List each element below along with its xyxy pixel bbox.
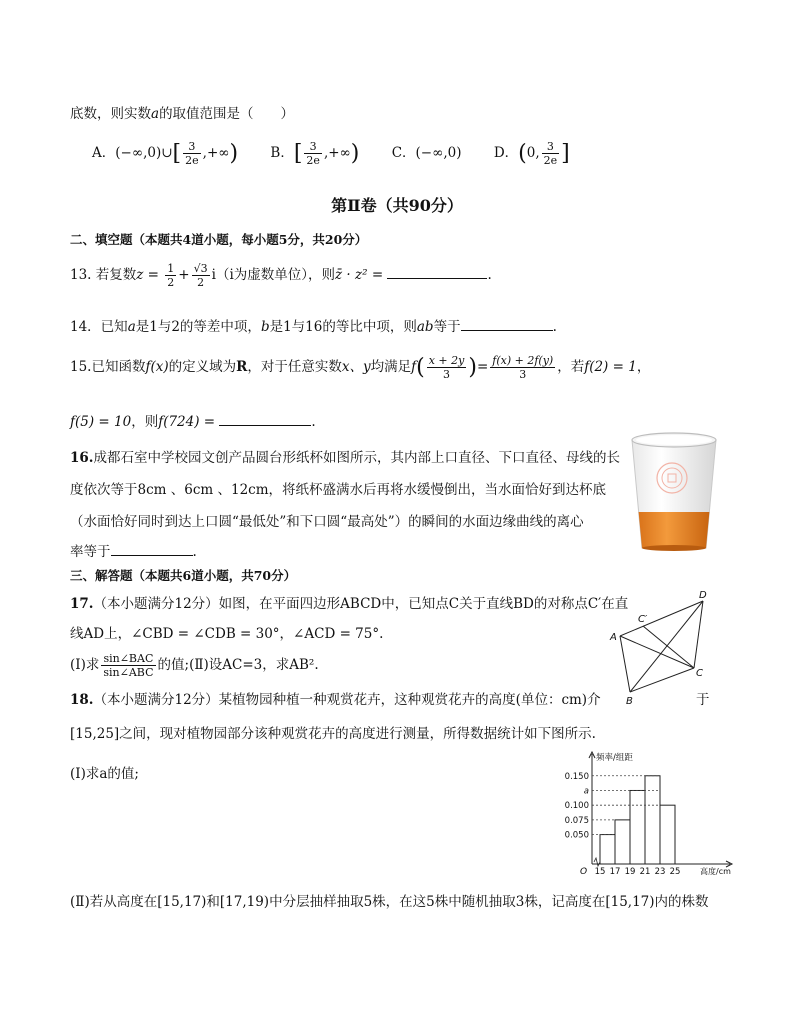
- histogram-bar: [600, 835, 615, 864]
- q13-z: z: [136, 267, 144, 283]
- q13: [70, 262, 492, 289]
- q18-line1-end: 于: [696, 692, 710, 708]
- q14-a: a: [127, 319, 136, 335]
- frac-num: 3: [542, 140, 560, 154]
- q16-number: 16.: [70, 450, 94, 466]
- q13-prefix: 13. 若复数: [70, 267, 137, 283]
- label-D: D: [699, 590, 707, 601]
- q15-R: R: [236, 359, 248, 375]
- q12-stem-end: 的取值范围是（ ）: [159, 106, 295, 122]
- q13-end: .: [487, 267, 492, 283]
- x-tick-label: 19: [624, 867, 636, 877]
- x-tick-label: 23: [654, 867, 666, 877]
- frac-den: 3: [443, 368, 451, 381]
- q13-eq: =: [143, 267, 164, 283]
- q12-stem-text: 底数，则实数: [70, 106, 151, 122]
- frac-num: 1: [167, 262, 175, 275]
- frac-num: x + 2y: [428, 354, 465, 367]
- x-tick-label: 15: [594, 867, 606, 877]
- q15-xy: x、y: [341, 359, 371, 375]
- q18-line1-text: （本小题满分12分）某植物园种植一种观赏花卉，这种观赏花卉的高度(单位：cm)介: [93, 692, 601, 708]
- q16-line4: [70, 540, 197, 560]
- q12-option-a-label: A．: [92, 145, 116, 161]
- q12-option-b-frac: [304, 140, 322, 167]
- q17-part1-frac: [101, 652, 155, 679]
- part2-heading: 二、填空题（本题共4道小题，每小题5分，共20分）: [70, 232, 368, 247]
- y-tick-label: 0.050: [564, 830, 589, 841]
- q16-line1-text: 成都石室中学校园文创产品圆台形纸杯如图所示，其内部上口直径、下口直径、母线的长: [93, 450, 620, 466]
- q13-note: （i为虚数单位），则: [215, 267, 336, 283]
- q15-line2: [70, 410, 316, 430]
- x-axis-label: 高度/cm: [700, 867, 731, 876]
- frac-den: 2e: [306, 154, 320, 167]
- q14-text4: 等于: [433, 319, 461, 335]
- q17-line1: [70, 592, 628, 612]
- q17-part1-tail: 的值;: [157, 657, 190, 673]
- y-axis-label: 频率/组距: [596, 753, 633, 763]
- frac-den: 2e: [543, 154, 558, 167]
- q12-option-d-head: 0,: [526, 145, 540, 161]
- q18-line1: [70, 688, 601, 708]
- q12-option-c-label: C．: [391, 145, 416, 161]
- label-C: C: [696, 668, 703, 679]
- q14-answer-blank[interactable]: [461, 318, 553, 331]
- q13-frac2: [192, 262, 210, 289]
- q12-option-a-tail: ,+∞: [202, 145, 230, 161]
- q15-cond1: f(2) = 1: [584, 359, 637, 375]
- q13-frac1: [165, 262, 176, 289]
- q14-end: .: [552, 319, 557, 335]
- histogram-bar: [630, 790, 645, 864]
- label-A: A: [610, 632, 617, 643]
- q15-text5: ，若: [557, 359, 585, 375]
- axis-break-mark: [594, 858, 600, 866]
- frac-den: 2: [197, 276, 205, 289]
- q17-line1-text: （本小题满分12分）如图，在平面四边形ABCD中，已知点C关于直线BD的对称点C′在直: [93, 596, 629, 612]
- q12-stem: [70, 102, 294, 122]
- histogram-bar: [645, 776, 660, 864]
- histogram-bar: [660, 805, 675, 864]
- frequency-histogram: [550, 748, 735, 880]
- q14-text1: 14．已知: [70, 319, 128, 335]
- q12-option-b-label: B．: [270, 145, 294, 161]
- q12-option-b: B．[ $\frac{3}{2e}$ ,+∞): [270, 140, 360, 167]
- q16-answer-blank[interactable]: [111, 543, 193, 556]
- q12-option-d-frac: [542, 140, 560, 167]
- origin-label: O: [580, 867, 588, 877]
- label-B: B: [626, 696, 633, 707]
- q13-expr: z̄ · z² =: [335, 267, 388, 283]
- frac-den: sin∠ABC: [103, 666, 154, 679]
- section-title: 第Ⅱ卷（共90分）: [331, 196, 463, 215]
- q12-option-b-tail: ,+∞: [323, 145, 351, 161]
- q12-option-d-label: D．: [493, 145, 519, 161]
- q14-b: b: [260, 319, 270, 335]
- q15-text7: ，则: [131, 414, 159, 430]
- q16-line4-text: 率等于: [70, 544, 111, 560]
- q13-answer-blank[interactable]: [387, 266, 487, 279]
- x-tick-label: 21: [639, 867, 651, 877]
- histogram-bar: [615, 820, 630, 864]
- q15-text1: 15.已知函数: [70, 359, 146, 375]
- q18-line2: [15,25]之间，现对植物园部分该种观赏花卉的高度进行测量，所得数据统计如下图所示.: [70, 726, 596, 742]
- frac-num: 3: [183, 140, 201, 154]
- q12-option-c: [392, 141, 462, 161]
- q12-option-a-frac: [183, 140, 201, 167]
- y-tick-label: 0.150: [564, 771, 589, 782]
- q14: [70, 315, 557, 335]
- y-tick-label: 0.100: [564, 801, 589, 812]
- label-C-prime: C′: [638, 614, 648, 625]
- y-tick-label: 0.075: [564, 815, 589, 826]
- q13-plus: +: [178, 267, 190, 283]
- q14-text3: 是1与16的等比中项，则: [269, 319, 417, 335]
- q18-number: 18.: [70, 692, 94, 708]
- q12-option-c-text: (−∞,0): [415, 145, 462, 161]
- q15-text4: 均满足: [370, 359, 412, 375]
- x-tick-label: 17: [609, 867, 621, 877]
- frac-den: 2: [167, 276, 175, 289]
- q15-eq: =: [476, 359, 489, 375]
- q15-text6: ，: [636, 359, 651, 375]
- q15-fx: f(x): [145, 359, 169, 375]
- q16-line3: （水面恰好同时到达上口圆“最低处”和下口圆“最高处”）的瞬间的水面边缘曲线的离心: [70, 514, 584, 530]
- frac-num: sin∠BAC: [101, 652, 155, 666]
- q17-line2: 线AD上，∠CBD = ∠CDB = 30°，∠ACD = 75°.: [70, 626, 384, 642]
- q17-part1-label: (Ⅰ)求: [70, 657, 100, 673]
- frac-den: 3: [519, 368, 527, 381]
- q14-ab: ab: [416, 319, 434, 335]
- q17-part2: (Ⅱ)设AC=3，求AB².: [189, 657, 319, 673]
- q12-options: [92, 140, 598, 167]
- q14-text2: 是1与2的等差中项，: [135, 319, 261, 335]
- q16-line2: 度依次等于8cm 、6cm 、12cm，将纸杯盛满水后再将水缓慢倒出，当水面恰好到达杯底: [70, 482, 607, 498]
- q15-ask: f(724) =: [158, 414, 220, 430]
- q15-text3: ，对于任意实数: [247, 359, 342, 375]
- q15-text2: 的定义域为: [168, 359, 237, 375]
- q12-option-a: A．(−∞,0)∪[ $\frac{3}{2e}$ ,+∞): [92, 140, 239, 167]
- q17-parts: [70, 652, 319, 679]
- q15-lhs-f: f: [411, 359, 417, 375]
- q15-rhs-frac: [490, 354, 555, 381]
- q18-part2: (Ⅱ)若从高度在[15,17)和[17,19)中分层抽样抽取5株，在这5株中随机抽取3株，记高度在[15,17)内的株数: [70, 894, 709, 910]
- frac-den: 2e: [185, 154, 199, 167]
- y-tick-label: a: [583, 786, 589, 797]
- q15-answer-blank[interactable]: [219, 413, 311, 426]
- frac-num: f(x) + 2f(y): [492, 354, 554, 367]
- q16-end: .: [192, 544, 197, 560]
- x-tick-label: 25: [669, 867, 681, 877]
- frac-num: 3: [304, 140, 322, 154]
- q13-i: i: [211, 267, 216, 283]
- frac-num: √3: [193, 262, 208, 275]
- q15-line1: 15.已知函数f(x)的定义域为R，对于任意实数x、y均满足f( $\frac{x + 2y}{3}$ )= $\frac{f(x) + 2f(y)}{3}$ ，若f(2) = 1，: [70, 354, 651, 381]
- q15-lhs-frac: [427, 354, 467, 381]
- q12-option-d: D．(0, $\frac{3}{2e}$ ]: [493, 140, 570, 167]
- q12-option-a-text: (−∞,0)∪: [115, 145, 173, 161]
- q12-var: a: [151, 106, 160, 122]
- q15-cond2: f(5) = 10: [70, 414, 132, 430]
- q15-end: .: [311, 414, 316, 430]
- part3-heading: 三、解答题（本题共6道小题，共70分）: [70, 568, 297, 583]
- q16-line1: [70, 446, 620, 466]
- q18-part1: (Ⅰ)求a的值;: [70, 766, 139, 782]
- q17-number: 17.: [70, 596, 94, 612]
- paper-cup-image: [628, 430, 720, 552]
